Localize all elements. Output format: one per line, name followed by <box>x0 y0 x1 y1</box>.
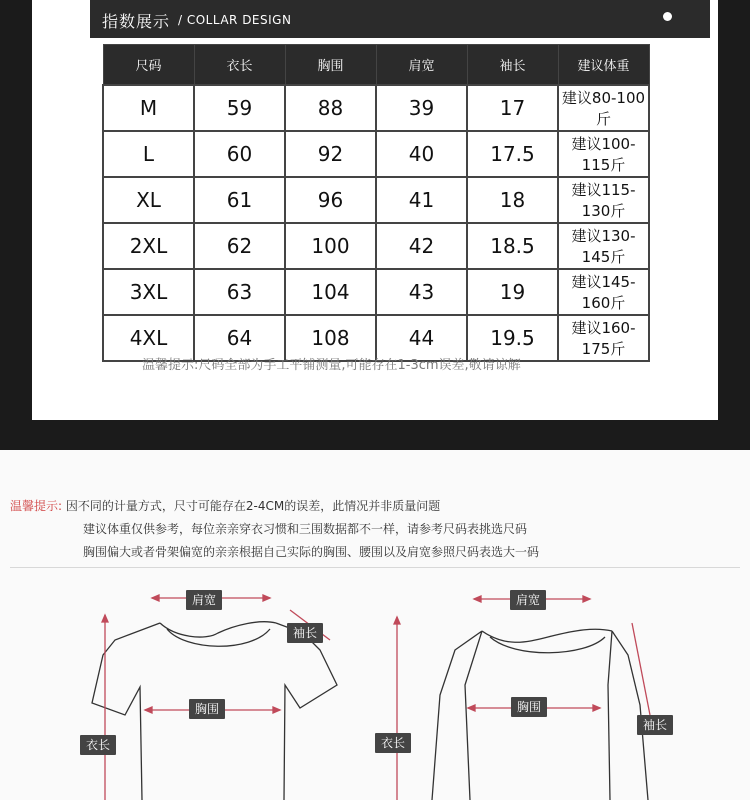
table-cell: M <box>103 85 194 131</box>
table-cell: 92 <box>285 131 376 177</box>
label-shoulder-left: 肩宽 <box>186 590 222 610</box>
table-cell: 建议145-160斤 <box>558 269 649 315</box>
longsleeve-collar <box>482 629 612 653</box>
arrow-icon <box>394 617 400 624</box>
tips-line-2: 建议体重仅供参考，每位亲亲穿衣习惯和三围数据都不一样，请参考尺码表挑选尺码 <box>83 522 528 536</box>
label-sleeve-right: 袖长 <box>637 715 673 735</box>
column-header: 袖长 <box>467 45 558 86</box>
table-cell: 40 <box>376 131 467 177</box>
arrow-icon <box>593 705 600 711</box>
column-header: 衣长 <box>194 45 285 86</box>
table-row <box>103 177 649 223</box>
dot-icon <box>663 12 672 21</box>
tips-label: 温馨提示: <box>10 499 63 513</box>
arrow-icon <box>273 707 280 713</box>
table-cell: 19.5 <box>467 315 558 361</box>
table-cell: 59 <box>194 85 285 131</box>
table-cell: 108 <box>285 315 376 361</box>
table-cell: 3XL <box>103 269 194 315</box>
table-cell: 4XL <box>103 315 194 361</box>
size-table <box>102 44 650 362</box>
arrow-icon <box>583 596 590 602</box>
table-cell: 43 <box>376 269 467 315</box>
table-row <box>103 269 649 315</box>
table-cell: 96 <box>285 177 376 223</box>
table-cell: XL <box>103 177 194 223</box>
table-row <box>103 131 649 177</box>
measurement-guide <box>0 450 750 800</box>
tips-text-1: 因不同的计量方式，尺寸可能存在2-4CM的误差，此情况并非质量问题 <box>65 499 441 513</box>
table-cell: 63 <box>194 269 285 315</box>
table-row <box>103 223 649 269</box>
column-header: 肩宽 <box>376 45 467 86</box>
column-header: 建议体重 <box>558 45 649 86</box>
label-chest-right: 胸围 <box>511 697 547 717</box>
tips-line-3: 胸围偏大或者骨架偏宽的亲亲根据自己实际的胸围、腰围以及肩宽参照尺码表选大一码 <box>83 545 540 559</box>
table-cell: 61 <box>194 177 285 223</box>
table-cell: 建议160-175斤 <box>558 315 649 361</box>
header-subtitle: / COLLAR DESIGN <box>178 13 292 27</box>
header-title: 指数展示 <box>102 12 171 31</box>
tshirt-collar <box>160 622 276 647</box>
label-length-right: 衣长 <box>375 733 411 753</box>
table-cell: 44 <box>376 315 467 361</box>
right-sleeve-line <box>632 623 650 715</box>
arrow-icon <box>468 705 475 711</box>
table-cell: 17.5 <box>467 131 558 177</box>
table-cell: 建议115-130斤 <box>558 177 649 223</box>
table-cell: 39 <box>376 85 467 131</box>
garment-diagram <box>0 575 750 800</box>
arrow-icon <box>145 707 152 713</box>
table-cell: 18.5 <box>467 223 558 269</box>
table-cell: L <box>103 131 194 177</box>
table-cell: 104 <box>285 269 376 315</box>
label-sleeve-left: 袖长 <box>287 623 323 643</box>
arrow-icon <box>102 615 108 622</box>
arrow-icon <box>474 596 481 602</box>
table-cell: 19 <box>467 269 558 315</box>
table-header-row <box>103 45 649 86</box>
table-cell: 42 <box>376 223 467 269</box>
table-cell: 建议80-100斤 <box>558 85 649 131</box>
column-header: 胸围 <box>285 45 376 86</box>
table-row <box>103 85 649 131</box>
tips-block <box>10 495 539 564</box>
label-chest-left: 胸围 <box>189 699 225 719</box>
divider <box>10 567 740 568</box>
table-cell: 建议100-115斤 <box>558 131 649 177</box>
table-cell: 建议130-145斤 <box>558 223 649 269</box>
table-cell: 100 <box>285 223 376 269</box>
column-header: 尺码 <box>103 45 194 86</box>
table-cell: 41 <box>376 177 467 223</box>
table-cell: 17 <box>467 85 558 131</box>
label-length-left: 衣长 <box>80 735 116 755</box>
table-cell: 2XL <box>103 223 194 269</box>
header-bar <box>90 0 710 38</box>
tips-line-1 <box>10 495 539 518</box>
measurement-note: 温馨提示:尺码全部为手工平铺测量,可能存在1-3cm误差,敬请谅解 <box>142 358 521 373</box>
table-cell: 18 <box>467 177 558 223</box>
table-cell: 88 <box>285 85 376 131</box>
arrow-icon <box>263 595 270 601</box>
table-cell: 64 <box>194 315 285 361</box>
label-shoulder-right: 肩宽 <box>510 590 546 610</box>
arrow-icon <box>152 595 159 601</box>
table-cell: 60 <box>194 131 285 177</box>
table-cell: 62 <box>194 223 285 269</box>
